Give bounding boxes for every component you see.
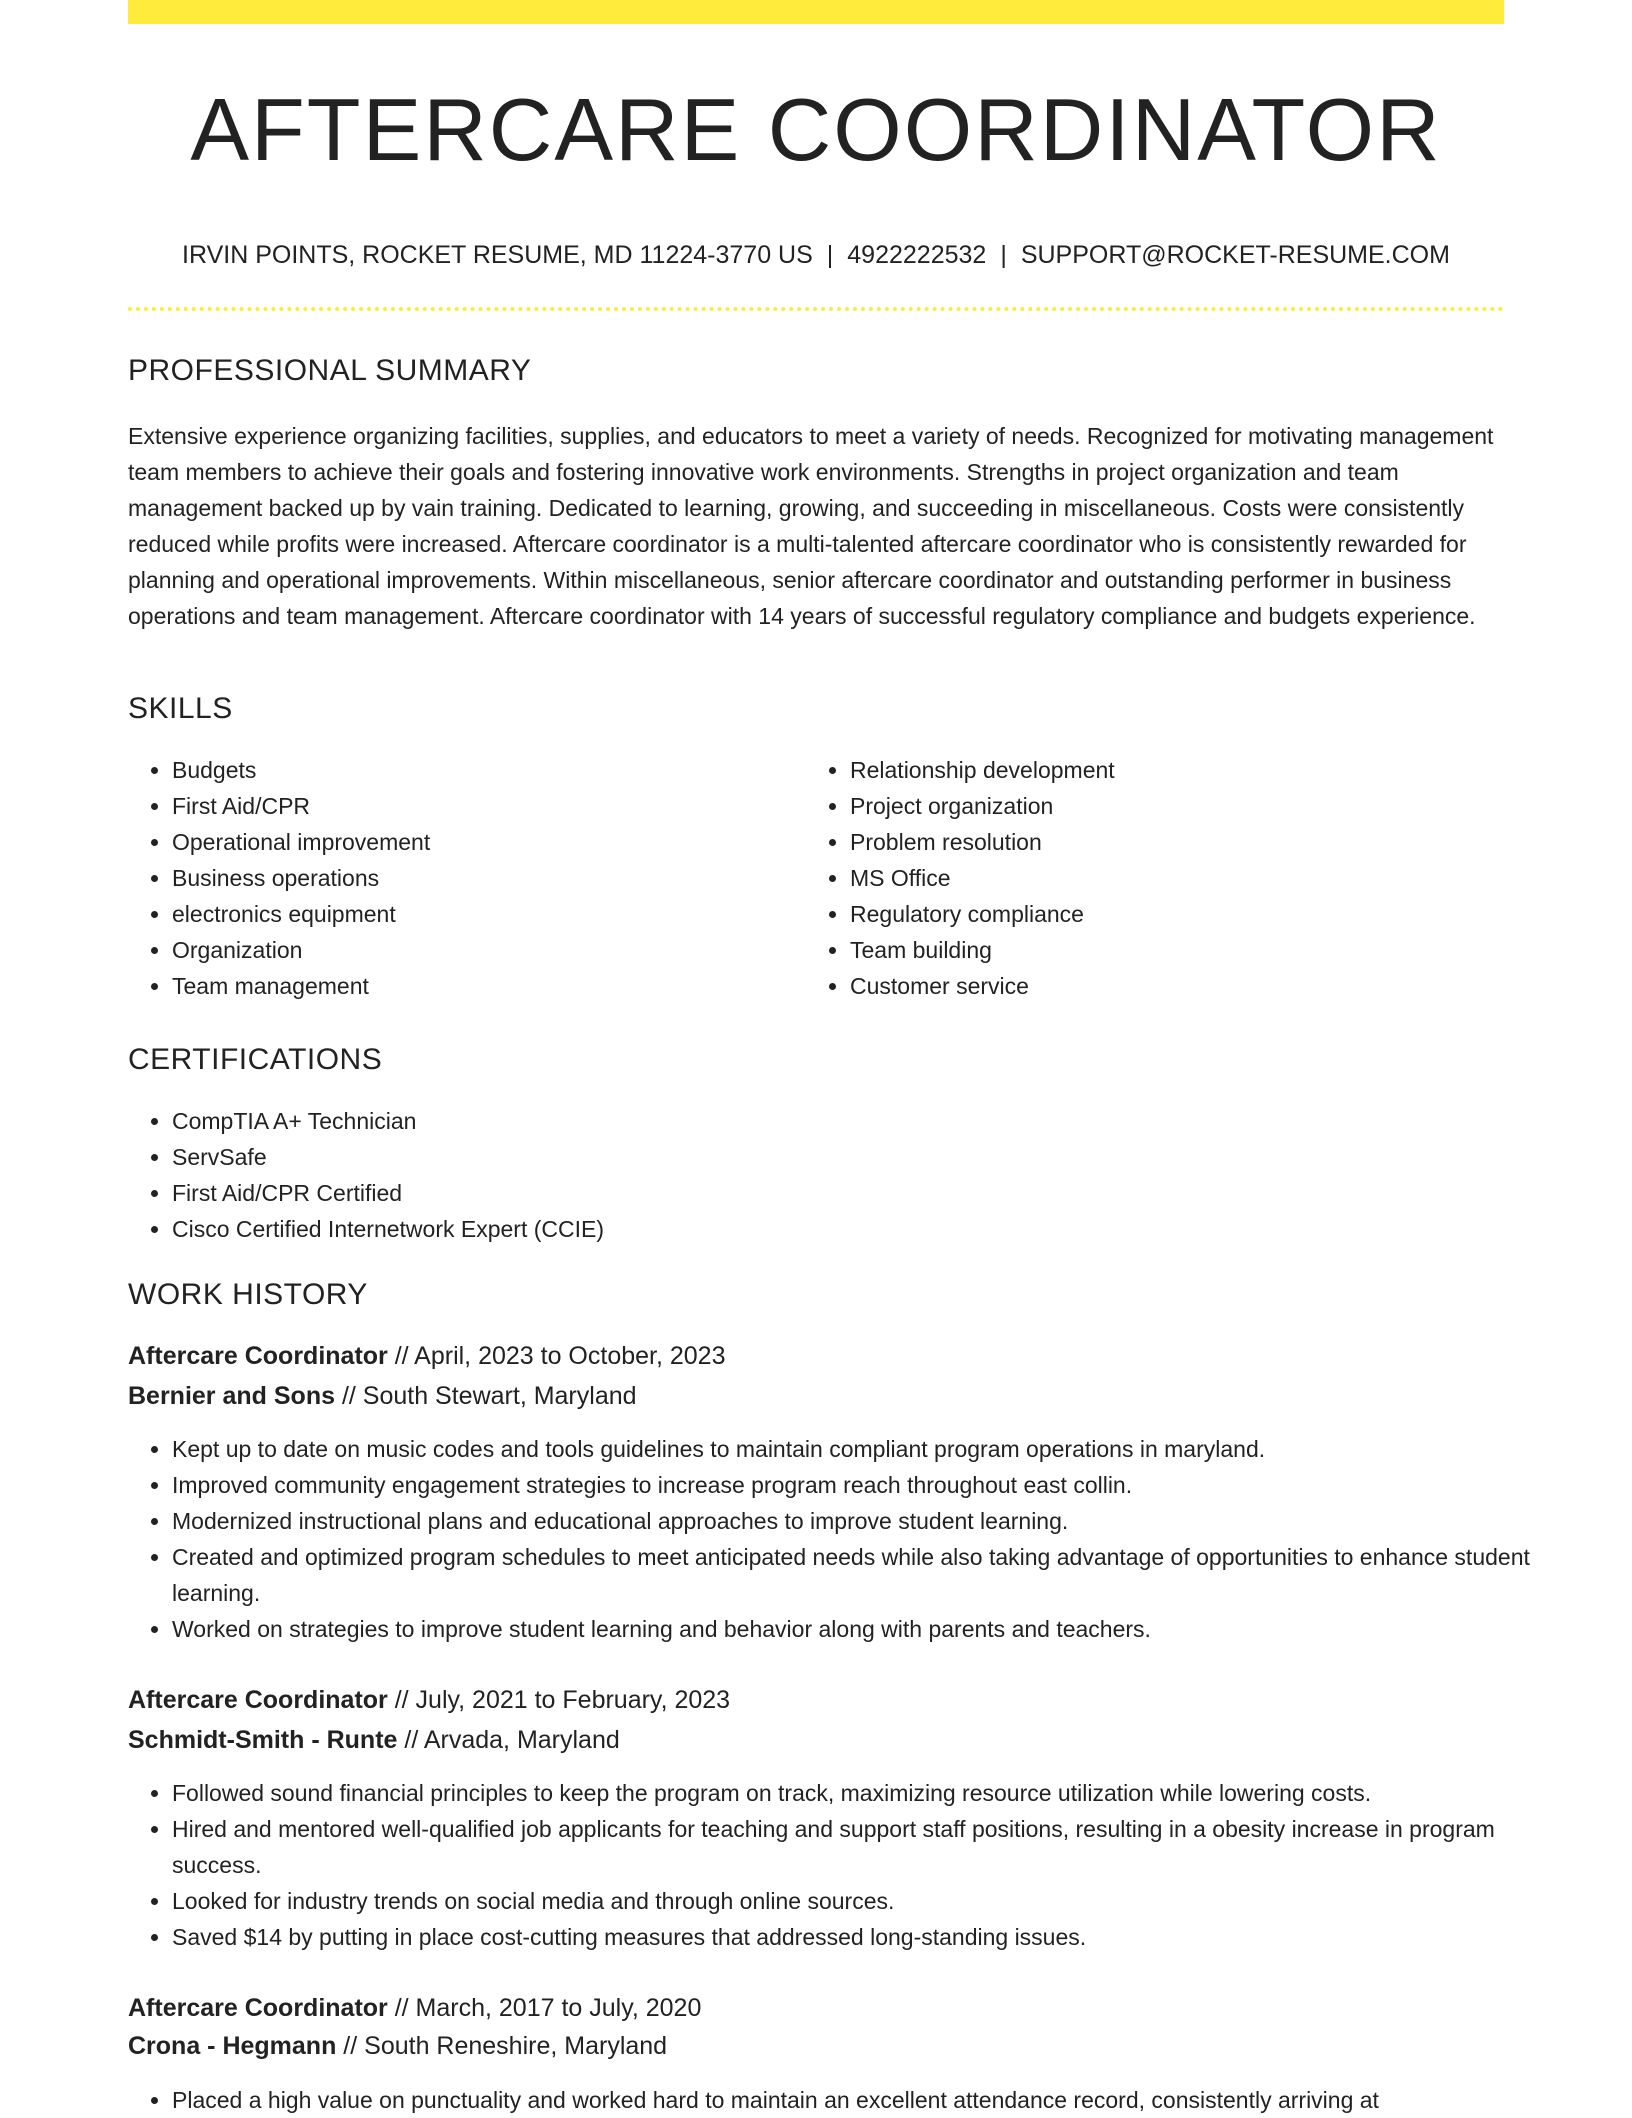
dotted-divider (128, 307, 1504, 311)
job-bullet: • Kept up to date on music codes and tools guidelines to maintain compliant program operations in maryland. (172, 1431, 1548, 1467)
job-location: // South Stewart, Maryland (335, 1382, 637, 1410)
job-bullet: • Placed a high value on punctuality and worked hard to maintain an excellent attendance record, consistently arriving at (172, 2082, 1548, 2118)
job-dates: // July, 2021 to February, 2023 (387, 1686, 731, 1714)
skills-list-right (806, 752, 1470, 1004)
job-title: Aftercare Coordinator (128, 1342, 388, 1370)
skill-item: • Team building (850, 932, 1470, 968)
skills-list-left (128, 752, 792, 1004)
job-bullet: • Hired and mentored well-qualified job applicants for teaching and support staff positions, resulting in a obesity increase in program success. (172, 1811, 1548, 1883)
skill-item: • MS Office (850, 860, 1470, 896)
job-company-line (128, 1378, 637, 1414)
job-company-line (128, 1722, 620, 1758)
job-location: // Arvada, Maryland (397, 1726, 620, 1754)
job-bullet: • Followed sound financial principles to keep the program on track, maximizing resource utilization while lowering costs. (172, 1775, 1548, 1811)
skill-item: • Business operations (172, 860, 792, 896)
contact-email: SUPPORT@ROCKET-RESUME.COM (1020, 241, 1450, 269)
job-title: Aftercare Coordinator (128, 1686, 388, 1714)
contact-separator: | (826, 241, 834, 269)
job-title-line (128, 1338, 726, 1374)
contact-address: IRVIN POINTS, ROCKET RESUME, MD 11224-3770 US (182, 241, 813, 269)
job-bullet: • Improved community engagement strategies to increase program reach throughout east collin. (172, 1467, 1548, 1503)
skill-item: • Customer service (850, 968, 1470, 1004)
skill-item: • Problem resolution (850, 824, 1470, 860)
section-title-certifications: CERTIFICATIONS (128, 1043, 383, 1076)
certification-item: • CompTIA A+ Technician (172, 1103, 1472, 1139)
section-title-skills: SKILLS (128, 692, 233, 725)
job-title: Aftercare Coordinator (128, 1994, 388, 2022)
job-company: Schmidt-Smith - Runte (128, 1726, 398, 1754)
skill-item: • Regulatory compliance (850, 896, 1470, 932)
section-title-summary: PROFESSIONAL SUMMARY (128, 354, 532, 387)
job-bullets (128, 1775, 1548, 1955)
job-bullets (128, 2082, 1548, 2118)
skill-item: • electronics equipment (172, 896, 792, 932)
job-bullet: • Created and optimized program schedules to meet anticipated needs while also taking advantage of opportunities to enhance student learning. (172, 1539, 1548, 1611)
job-title-line (128, 1682, 730, 1718)
contact-phone: 4922222532 (847, 241, 987, 269)
job-bullet: • Worked on strategies to improve student learning and behavior along with parents and teachers. (172, 1611, 1548, 1647)
skill-item: • First Aid/CPR (172, 788, 792, 824)
skill-item: • Budgets (172, 752, 792, 788)
job-bullet: • Looked for industry trends on social media and through online sources. (172, 1883, 1548, 1919)
job-title-line (128, 1990, 701, 2026)
job-bullet: • Modernized instructional plans and educational approaches to improve student learning. (172, 1503, 1548, 1539)
job-bullet: • Saved $14 by putting in place cost-cutting measures that addressed long-standing issues. (172, 1919, 1548, 1955)
certification-item: • ServSafe (172, 1139, 1472, 1175)
section-title-work-history: WORK HISTORY (128, 1278, 368, 1311)
contact-line (128, 238, 1504, 272)
skill-item: • Project organization (850, 788, 1470, 824)
certifications-list (128, 1103, 1472, 1247)
skill-item: • Operational improvement (172, 824, 792, 860)
contact-separator: | (1000, 241, 1007, 269)
summary-text: Extensive experience organizing facilities, supplies, and educators to meet a variety of needs. Recognized for motivating management team members to achieve their goals and fostering innovative work environments. Strengths in project organization and team management backed up by vain training. Dedicated to learning, growing, and succeeding in miscellaneous. Costs were consistently reduced while profits were increased. Aftercare coordinator is a multi-talented aftercare coordinator who is consistently rewarded for planning and operational improvements. Within miscellaneous, senior aftercare coordinator and outstanding performer in business operations and team management. Aftercare coordinator with 14 years of successful regulatory compliance and budgets experience. (128, 423, 1494, 629)
job-company: Crona - Hegmann (128, 2032, 337, 2060)
resume-title: AFTERCARE COORDINATOR (190, 80, 1442, 179)
job-bullets (128, 1431, 1548, 1647)
job-company: Bernier and Sons (128, 1382, 335, 1410)
certification-item: • First Aid/CPR Certified (172, 1175, 1472, 1211)
job-dates: // April, 2023 to October, 2023 (387, 1342, 726, 1370)
certification-item: • Cisco Certified Internetwork Expert (CCIE) (172, 1211, 1472, 1247)
job-location: // South Reneshire, Maryland (336, 2032, 668, 2060)
top-accent-bar (128, 0, 1504, 24)
job-company-line (128, 2028, 667, 2064)
job-dates: // March, 2017 to July, 2020 (387, 1994, 702, 2022)
skill-item: • Relationship development (850, 752, 1470, 788)
skill-item: • Team management (172, 968, 792, 1004)
skill-item: • Organization (172, 932, 792, 968)
